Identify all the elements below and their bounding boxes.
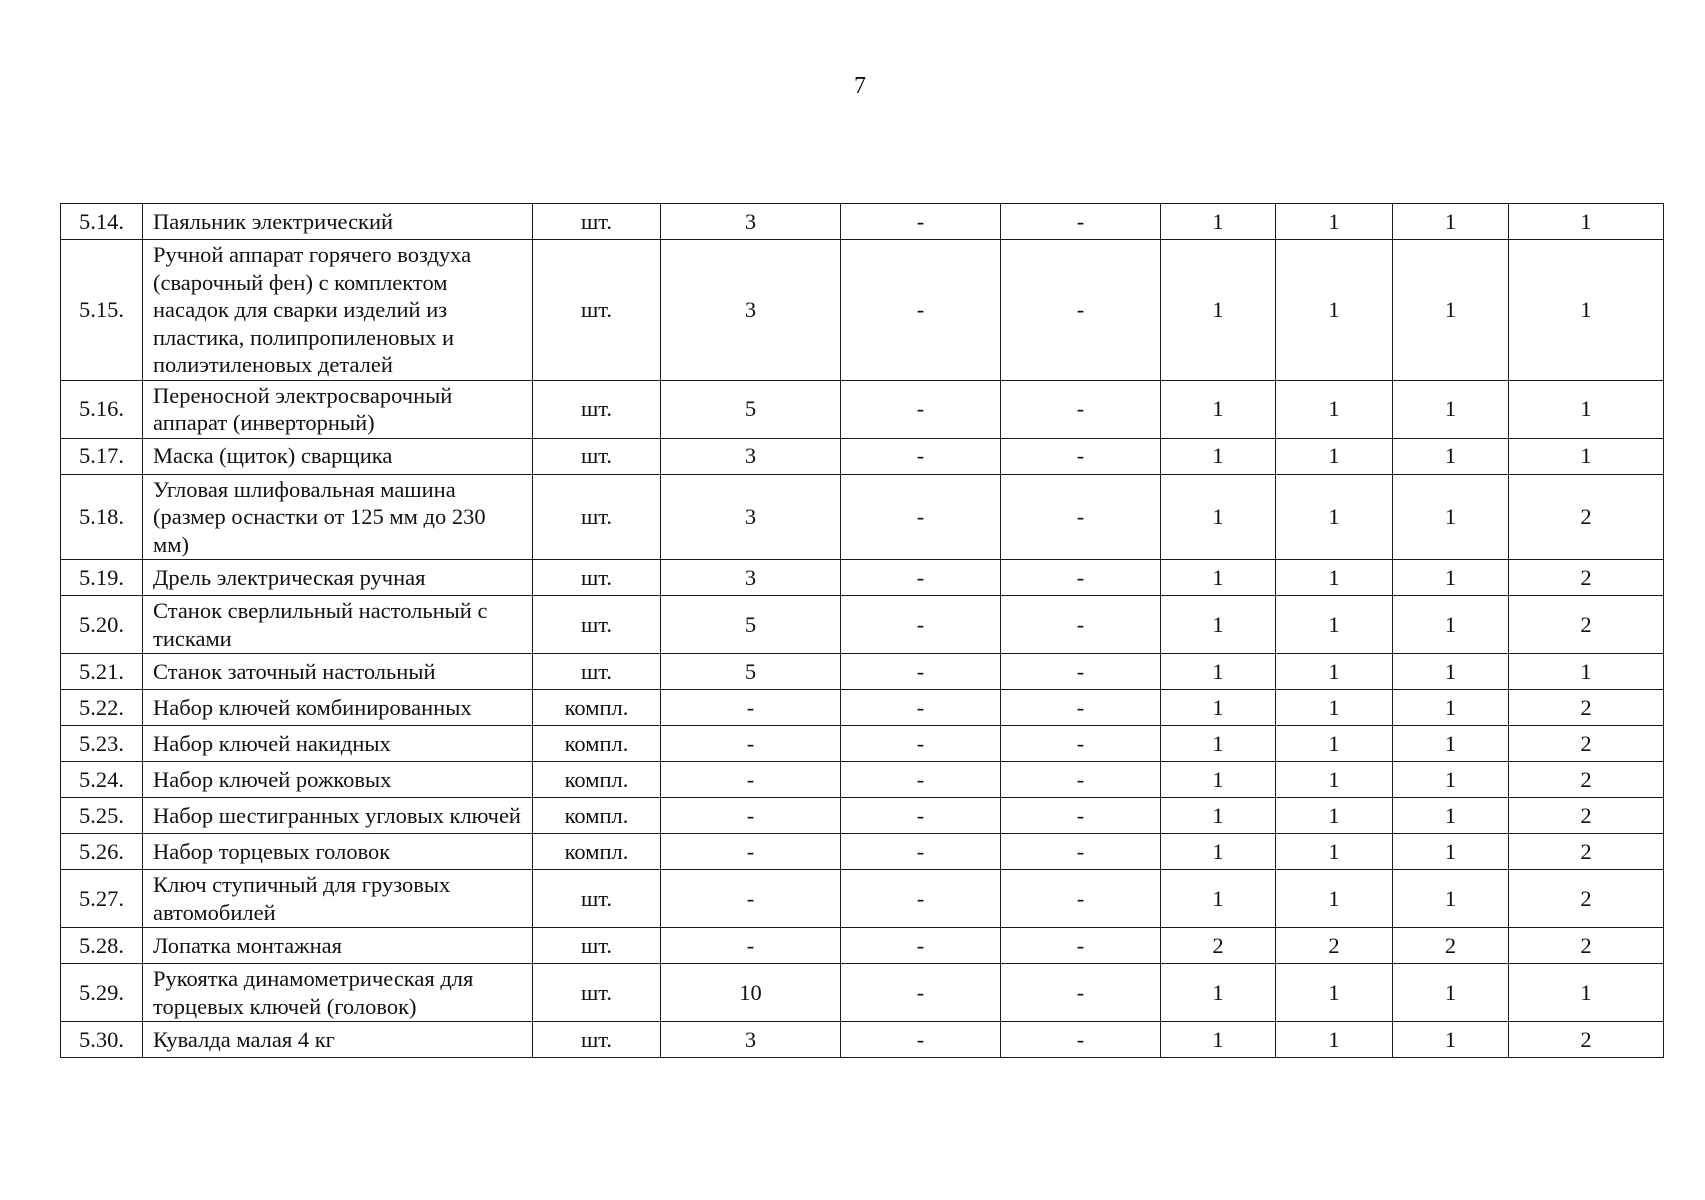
table-row <box>61 834 1664 870</box>
qty-cell-6: 1 <box>1393 1022 1509 1058</box>
qty-cell-7: 1 <box>1509 240 1664 381</box>
qty-cell-6: 1 <box>1393 204 1509 240</box>
qty-cell-5: 1 <box>1276 762 1393 798</box>
unit-cell: шт. <box>533 964 661 1022</box>
item-name: Набор шестигранных угловых ключей <box>143 798 533 834</box>
item-name: Набор торцевых головок <box>143 834 533 870</box>
qty-cell-1: - <box>661 834 841 870</box>
item-number: 5.18. <box>61 474 143 560</box>
qty-cell-6: 1 <box>1393 560 1509 596</box>
table-row <box>61 596 1664 654</box>
qty-cell-3: - <box>1001 438 1161 474</box>
qty-cell-2: - <box>841 240 1001 381</box>
table-row <box>61 654 1664 690</box>
item-number: 5.15. <box>61 240 143 381</box>
unit-cell: шт. <box>533 204 661 240</box>
qty-cell-4: 1 <box>1161 834 1276 870</box>
qty-cell-4: 1 <box>1161 870 1276 928</box>
qty-cell-6: 1 <box>1393 380 1509 438</box>
qty-cell-4: 1 <box>1161 726 1276 762</box>
qty-cell-5: 1 <box>1276 474 1393 560</box>
qty-cell-3: - <box>1001 474 1161 560</box>
equipment-table <box>60 203 1664 1058</box>
qty-cell-1: 3 <box>661 204 841 240</box>
qty-cell-6: 1 <box>1393 726 1509 762</box>
qty-cell-5: 1 <box>1276 438 1393 474</box>
qty-cell-1: 10 <box>661 964 841 1022</box>
qty-cell-4: 1 <box>1161 690 1276 726</box>
table-row <box>61 726 1664 762</box>
qty-cell-1: - <box>661 928 841 964</box>
qty-cell-6: 2 <box>1393 928 1509 964</box>
qty-cell-7: 2 <box>1509 928 1664 964</box>
qty-cell-2: - <box>841 560 1001 596</box>
item-name: Станок сверлильный настольный с тисками <box>143 596 533 654</box>
table-row <box>61 928 1664 964</box>
qty-cell-2: - <box>841 690 1001 726</box>
qty-cell-6: 1 <box>1393 474 1509 560</box>
table-row <box>61 690 1664 726</box>
qty-cell-6: 1 <box>1393 870 1509 928</box>
qty-cell-1: - <box>661 798 841 834</box>
item-name: Набор ключей накидных <box>143 726 533 762</box>
qty-cell-4: 1 <box>1161 240 1276 381</box>
item-name: Станок заточный настольный <box>143 654 533 690</box>
item-number: 5.23. <box>61 726 143 762</box>
qty-cell-4: 1 <box>1161 438 1276 474</box>
qty-cell-2: - <box>841 1022 1001 1058</box>
item-number: 5.27. <box>61 870 143 928</box>
qty-cell-3: - <box>1001 690 1161 726</box>
unit-cell: шт. <box>533 438 661 474</box>
qty-cell-3: - <box>1001 726 1161 762</box>
qty-cell-7: 2 <box>1509 596 1664 654</box>
qty-cell-2: - <box>841 870 1001 928</box>
item-name: Набор ключей комбинированных <box>143 690 533 726</box>
qty-cell-2: - <box>841 204 1001 240</box>
qty-cell-5: 1 <box>1276 964 1393 1022</box>
qty-cell-3: - <box>1001 870 1161 928</box>
table-row <box>61 380 1664 438</box>
qty-cell-7: 1 <box>1509 964 1664 1022</box>
item-number: 5.14. <box>61 204 143 240</box>
qty-cell-7: 1 <box>1509 380 1664 438</box>
qty-cell-1: - <box>661 726 841 762</box>
table-row <box>61 870 1664 928</box>
qty-cell-5: 1 <box>1276 560 1393 596</box>
qty-cell-1: 3 <box>661 240 841 381</box>
qty-cell-3: - <box>1001 596 1161 654</box>
unit-cell: шт. <box>533 1022 661 1058</box>
qty-cell-3: - <box>1001 834 1161 870</box>
qty-cell-1: 3 <box>661 1022 841 1058</box>
item-number: 5.28. <box>61 928 143 964</box>
qty-cell-7: 2 <box>1509 870 1664 928</box>
table-row <box>61 762 1664 798</box>
item-name: Маска (щиток) сварщика <box>143 438 533 474</box>
item-name: Кувалда малая 4 кг <box>143 1022 533 1058</box>
unit-cell: компл. <box>533 834 661 870</box>
unit-cell: компл. <box>533 798 661 834</box>
qty-cell-5: 1 <box>1276 834 1393 870</box>
qty-cell-5: 1 <box>1276 654 1393 690</box>
qty-cell-3: - <box>1001 1022 1161 1058</box>
qty-cell-2: - <box>841 380 1001 438</box>
qty-cell-4: 2 <box>1161 928 1276 964</box>
qty-cell-7: 2 <box>1509 690 1664 726</box>
item-name: Лопатка монтажная <box>143 928 533 964</box>
qty-cell-4: 1 <box>1161 798 1276 834</box>
item-number: 5.25. <box>61 798 143 834</box>
qty-cell-6: 1 <box>1393 654 1509 690</box>
item-name: Дрель электрическая ручная <box>143 560 533 596</box>
table-row <box>61 1022 1664 1058</box>
qty-cell-6: 1 <box>1393 834 1509 870</box>
item-name: Ключ ступичный для грузовых автомобилей <box>143 870 533 928</box>
qty-cell-5: 1 <box>1276 240 1393 381</box>
qty-cell-4: 1 <box>1161 596 1276 654</box>
unit-cell: шт. <box>533 928 661 964</box>
qty-cell-3: - <box>1001 654 1161 690</box>
qty-cell-7: 2 <box>1509 1022 1664 1058</box>
qty-cell-6: 1 <box>1393 964 1509 1022</box>
qty-cell-5: 1 <box>1276 690 1393 726</box>
qty-cell-2: - <box>841 762 1001 798</box>
qty-cell-4: 1 <box>1161 654 1276 690</box>
unit-cell: шт. <box>533 560 661 596</box>
table-row <box>61 474 1664 560</box>
qty-cell-7: 1 <box>1509 204 1664 240</box>
qty-cell-2: - <box>841 596 1001 654</box>
qty-cell-3: - <box>1001 964 1161 1022</box>
table-row <box>61 438 1664 474</box>
item-number: 5.24. <box>61 762 143 798</box>
qty-cell-7: 2 <box>1509 560 1664 596</box>
qty-cell-3: - <box>1001 204 1161 240</box>
item-number: 5.19. <box>61 560 143 596</box>
qty-cell-4: 1 <box>1161 762 1276 798</box>
item-name: Угловая шлифовальная машина (размер оснастки от 125 мм до 230 мм) <box>143 474 533 560</box>
page-number: 7 <box>854 73 866 99</box>
qty-cell-5: 1 <box>1276 798 1393 834</box>
qty-cell-7: 1 <box>1509 654 1664 690</box>
item-name: Переносной электросварочный аппарат (инверторный) <box>143 380 533 438</box>
qty-cell-2: - <box>841 726 1001 762</box>
qty-cell-1: 5 <box>661 596 841 654</box>
qty-cell-1: 5 <box>661 380 841 438</box>
qty-cell-2: - <box>841 964 1001 1022</box>
item-name: Паяльник электрический <box>143 204 533 240</box>
unit-cell: шт. <box>533 596 661 654</box>
qty-cell-3: - <box>1001 560 1161 596</box>
qty-cell-6: 1 <box>1393 762 1509 798</box>
qty-cell-5: 1 <box>1276 380 1393 438</box>
unit-cell: шт. <box>533 240 661 381</box>
qty-cell-1: 3 <box>661 438 841 474</box>
qty-cell-6: 1 <box>1393 798 1509 834</box>
table-body <box>61 204 1664 1058</box>
qty-cell-5: 1 <box>1276 596 1393 654</box>
qty-cell-4: 1 <box>1161 474 1276 560</box>
qty-cell-1: 5 <box>661 654 841 690</box>
unit-cell: шт. <box>533 654 661 690</box>
unit-cell: компл. <box>533 690 661 726</box>
qty-cell-6: 1 <box>1393 438 1509 474</box>
qty-cell-7: 2 <box>1509 762 1664 798</box>
item-number: 5.22. <box>61 690 143 726</box>
unit-cell: компл. <box>533 762 661 798</box>
qty-cell-7: 2 <box>1509 834 1664 870</box>
qty-cell-2: - <box>841 928 1001 964</box>
qty-cell-5: 1 <box>1276 870 1393 928</box>
item-number: 5.16. <box>61 380 143 438</box>
qty-cell-5: 2 <box>1276 928 1393 964</box>
qty-cell-1: - <box>661 762 841 798</box>
item-number: 5.17. <box>61 438 143 474</box>
qty-cell-6: 1 <box>1393 690 1509 726</box>
item-number: 5.26. <box>61 834 143 870</box>
table-row <box>61 560 1664 596</box>
qty-cell-3: - <box>1001 798 1161 834</box>
qty-cell-4: 1 <box>1161 1022 1276 1058</box>
qty-cell-1: 3 <box>661 474 841 560</box>
qty-cell-2: - <box>841 474 1001 560</box>
qty-cell-7: 2 <box>1509 474 1664 560</box>
item-name: Набор ключей рожковых <box>143 762 533 798</box>
qty-cell-2: - <box>841 654 1001 690</box>
qty-cell-1: - <box>661 690 841 726</box>
qty-cell-7: 1 <box>1509 438 1664 474</box>
qty-cell-6: 1 <box>1393 240 1509 381</box>
qty-cell-3: - <box>1001 240 1161 381</box>
qty-cell-4: 1 <box>1161 964 1276 1022</box>
item-name: Ручной аппарат горячего воздуха (сварочный фен) с комплектом насадок для сварки изделий из пластика, полипропиленовых и полиэтиленовых деталей <box>143 240 533 381</box>
qty-cell-5: 1 <box>1276 1022 1393 1058</box>
qty-cell-7: 2 <box>1509 798 1664 834</box>
item-number: 5.20. <box>61 596 143 654</box>
unit-cell: шт. <box>533 380 661 438</box>
qty-cell-4: 1 <box>1161 380 1276 438</box>
qty-cell-4: 1 <box>1161 204 1276 240</box>
unit-cell: шт. <box>533 870 661 928</box>
qty-cell-1: - <box>661 870 841 928</box>
qty-cell-3: - <box>1001 928 1161 964</box>
item-number: 5.30. <box>61 1022 143 1058</box>
qty-cell-1: 3 <box>661 560 841 596</box>
qty-cell-2: - <box>841 438 1001 474</box>
item-number: 5.21. <box>61 654 143 690</box>
item-number: 5.29. <box>61 964 143 1022</box>
qty-cell-6: 1 <box>1393 596 1509 654</box>
table-row <box>61 240 1664 381</box>
qty-cell-7: 2 <box>1509 726 1664 762</box>
qty-cell-5: 1 <box>1276 204 1393 240</box>
qty-cell-2: - <box>841 834 1001 870</box>
table-row <box>61 204 1664 240</box>
qty-cell-5: 1 <box>1276 726 1393 762</box>
qty-cell-3: - <box>1001 762 1161 798</box>
unit-cell: шт. <box>533 474 661 560</box>
qty-cell-2: - <box>841 798 1001 834</box>
qty-cell-4: 1 <box>1161 560 1276 596</box>
unit-cell: компл. <box>533 726 661 762</box>
table-row <box>61 964 1664 1022</box>
item-name: Рукоятка динамометрическая для торцевых ключей (головок) <box>143 964 533 1022</box>
qty-cell-3: - <box>1001 380 1161 438</box>
table-row <box>61 798 1664 834</box>
